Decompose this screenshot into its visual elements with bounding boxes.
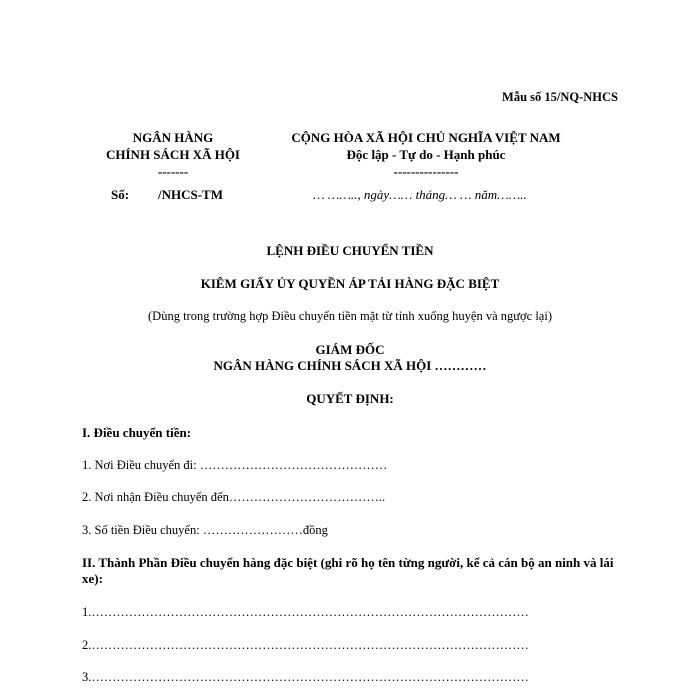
usage-note: (Dùng trong trường hợp Điều chuyển tiền mặt từ tỉnh xuống huyện và ngược lại) [148, 309, 552, 323]
issuer-line-2: CHÍNH SÁCH XÃ HỘI [106, 147, 240, 162]
document-subtitle: KIÊM GIẤY ỦY QUYỀN ÁP TẢI HÀNG ĐẶC BIỆT [200, 276, 500, 291]
transfer-origin-field: 1. Nơi Điều chuyển đi: ……………………………………… [82, 458, 388, 472]
national-line-2: Độc lập - Tự do - Hạnh phúc [346, 147, 506, 162]
national-header [276, 129, 576, 180]
issuer-divider: ------- [157, 164, 189, 179]
document-title: LỆNH ĐIỀU CHUYỂN TIỀN [266, 243, 434, 258]
transfer-amount-field: 3. Số tiền Điều chuyển: ……………………đồng [82, 523, 328, 537]
issuer-line-1: NGÂN HÀNG [132, 130, 214, 145]
section-2-heading: II. Thành Phần Điều chuyển hàng đặc biệt (ghi rõ họ tên từng người, kể cả cán bộ an ninh và lái xe): [82, 555, 614, 586]
number-label: Số: [111, 187, 130, 202]
decision-heading: QUYẾT ĐỊNH: [306, 391, 394, 406]
director-block [0, 342, 700, 374]
transfer-destination-field: 2. Nơi nhận Điều chuyển đến……………………………….. [82, 490, 386, 504]
director-line-2: NGÂN HÀNG CHÍNH SÁCH XÃ HỘI ………… [213, 358, 487, 373]
number-value: /NHCS-TM [158, 187, 223, 202]
issuer-header [88, 129, 258, 180]
section-1-heading: I. Điều chuyển tiền: [82, 425, 192, 440]
director-line-1: GIÁM ĐỐC [315, 342, 385, 357]
member-line-3: 3.…………………………………………………………………………………………… [82, 670, 529, 684]
date-line: … …….., ngày…… tháng… … năm…….. [313, 187, 527, 202]
form-number: Mẫu số 15/NQ-NHCS [502, 90, 618, 104]
national-line-1: CỘNG HÒA XÃ HỘI CHỦ NGHĨA VIỆT NAM [291, 130, 561, 145]
member-line-2: 2.…………………………………………………………………………………………… [82, 638, 529, 652]
member-line-1: 1.…………………………………………………………………………………………… [82, 605, 529, 619]
national-divider: --------------- [393, 164, 459, 179]
